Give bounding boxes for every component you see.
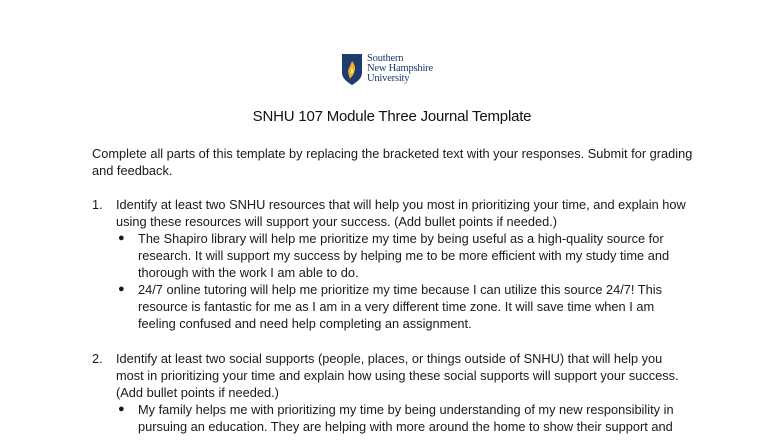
question-number: 1. xyxy=(92,197,103,212)
logo-line-3: University xyxy=(367,73,410,84)
answer-bullet xyxy=(92,281,692,332)
bullet-icon: ● xyxy=(118,403,125,415)
answer-text: My family helps me with prioritizing my time by being understanding of my new responsibility in pursuing an education. They are helping with more around the home to show their support and xyxy=(138,402,674,434)
answer-text: The Shapiro library will help me prioritize my time by being useful as a high-quality source for research. It will support my success by helping me to be more efficient with my study time and thorough with the work I am able to do. xyxy=(138,231,670,280)
answer-bullet xyxy=(92,401,692,435)
document-title: SNHU 107 Module Three Journal Template xyxy=(252,108,532,125)
question-text: Identify at least two social supports (people, places, or things outside of SNHU) that will help you most in prioritizing your time and explain how using these social supports will support your success. (Add bullet points if needed.) xyxy=(116,351,679,400)
question-1 xyxy=(92,196,692,332)
bullet-icon: ● xyxy=(118,232,125,244)
instructions-paragraph: Complete all parts of this template by replacing the bracketed text with your responses. Submit for grading and feedback. xyxy=(92,146,693,178)
answer-list xyxy=(92,230,692,332)
answer-list xyxy=(92,401,692,435)
question-text: Identify at least two SNHU resources that will help you most in prioritizing your time, and explain how using these resources will support your success. (Add bullet points if needed.) xyxy=(116,197,686,229)
question-number: 2. xyxy=(92,351,103,366)
snhu-shield-icon xyxy=(341,53,363,86)
question-2 xyxy=(92,350,692,435)
bullet-icon: ● xyxy=(118,283,125,295)
logo-line-2: New Hampshire xyxy=(367,63,433,74)
snhu-wordmark xyxy=(367,54,433,84)
answer-text: 24/7 online tutoring will help me prioritize my time because I can utilize this source 24/7! This resource is fantastic for me as I am in a very different time zone. It will save time when I am feeling confused and need help completing an assignment. xyxy=(138,282,662,331)
snhu-logo xyxy=(341,53,433,89)
logo-line-1: Southern xyxy=(367,53,404,64)
answer-bullet xyxy=(92,230,692,281)
